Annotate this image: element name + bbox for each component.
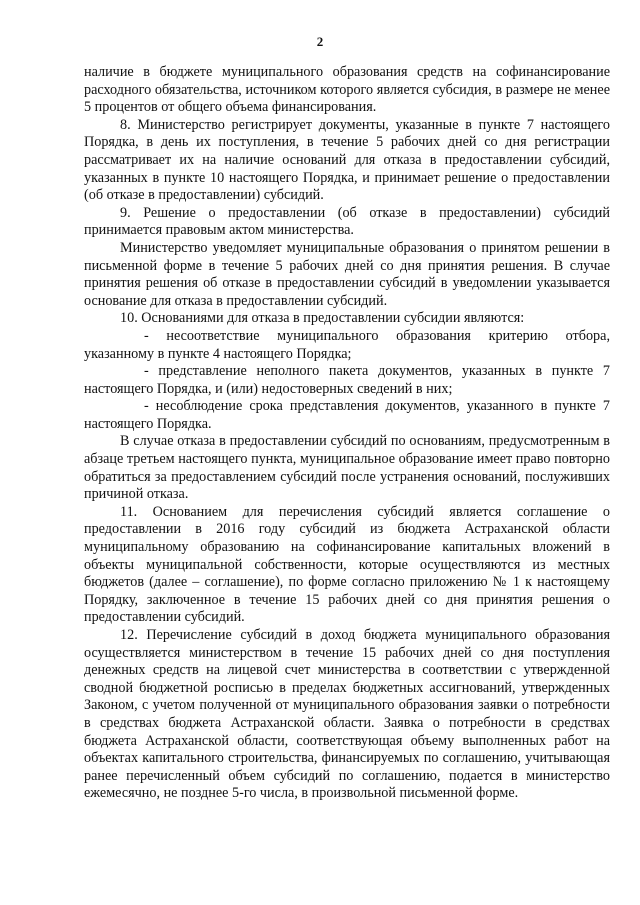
paragraph-item-8: 8. Министерство регистрирует документы, указанные в пункте 7 настоящего Порядка, в день их поступления, в течение 5 рабочих дней со дня регистрации рассматривает их на наличие оснований для отказа в предоставлении субсидий, указанных в пункте 10 настоящего Порядка, и принимает решение о предоставлении (об отказе в предоставлении) субсидий. (84, 116, 610, 204)
page-number: 2 (316, 34, 324, 49)
document-body (84, 64, 610, 803)
paragraph-continuation: наличие в бюджете муниципального образования средств на софинансирование расходного обязательства, источником которого является субсидия, в размере не менее 5 процентов от общего объема финансирования. (84, 64, 610, 116)
refusal-reason-1: - несоответствие муниципального образования критерию отбора, указанному в пункте 4 настоящего Порядка; (84, 327, 610, 362)
paragraph-refusal-reapply: В случае отказа в предоставлении субсидий по основаниям, предусмотренным в абзаце третьем настоящего пункта, муниципальное образование имеет право повторно обратиться за предоставлением субсидий после устранения оснований, послуживших причиной отказа. (84, 433, 610, 503)
paragraph-item-11: 11. Основанием для перечисления субсидий является соглашение о предоставлении в 2016 году субсидий из бюджета Астраханской области муниципальному образованию на софинансирование капитальных вложений в объекты муниципальной собственности, которые осуществляются из местных бюджетов (далее – соглашение), по форме согласно приложению № 1 к настоящему Порядку, заключенное в течение 15 рабочих дней со дня принятия решения о предоставлении субсидий. (84, 503, 610, 626)
paragraph-item-10: 10. Основаниями для отказа в предоставлении субсидии являются: (120, 310, 525, 327)
refusal-reason-3: - несоблюдение срока представления документов, указанного в пункте 7 настоящего Порядка. (84, 398, 610, 432)
refusal-reason-2: - представление неполного пакета документов, указанных в пункте 7 настоящего Порядка, и (или) недостоверных сведений в них; (84, 363, 610, 397)
paragraph-item-12: 12. Перечисление субсидий в доход бюджета муниципального образования осуществляется министерством в течение 15 рабочих дней со дня поступления денежных средств на лицевой счет министерства в соответствии с утвержденной сводной бюджетной росписью в пределах бюджетных ассигнований, утвержденных Законом, с учетом полученной от муниципального образования заявки о потребности в средствах бюджета Астраханской области. Заявка о потребности в средствах бюджета Астраханской области, соответствующая объему выполненных работ на объектах капитального строительства, финансируемых по соглашению, учитывающая ранее перечисленный объем субсидий по соглашению, подается в министерство ежемесячно, не позднее 5-го числа, в произвольной письменной форме. (84, 627, 610, 802)
paragraph-item-9: 9. Решение о предоставлении (об отказе в предоставлении) субсидий принимается правовым актом министерства. (84, 204, 610, 239)
paragraph-notification: Министерство уведомляет муниципальные образования о принятом решении в письменной форме в течение 5 рабочих дней со дня принятия решения. В случае принятия решения об отказе в предоставлении субсидий в уведомлении указывается основание для отказа в предоставлении субсидий. (84, 239, 610, 309)
